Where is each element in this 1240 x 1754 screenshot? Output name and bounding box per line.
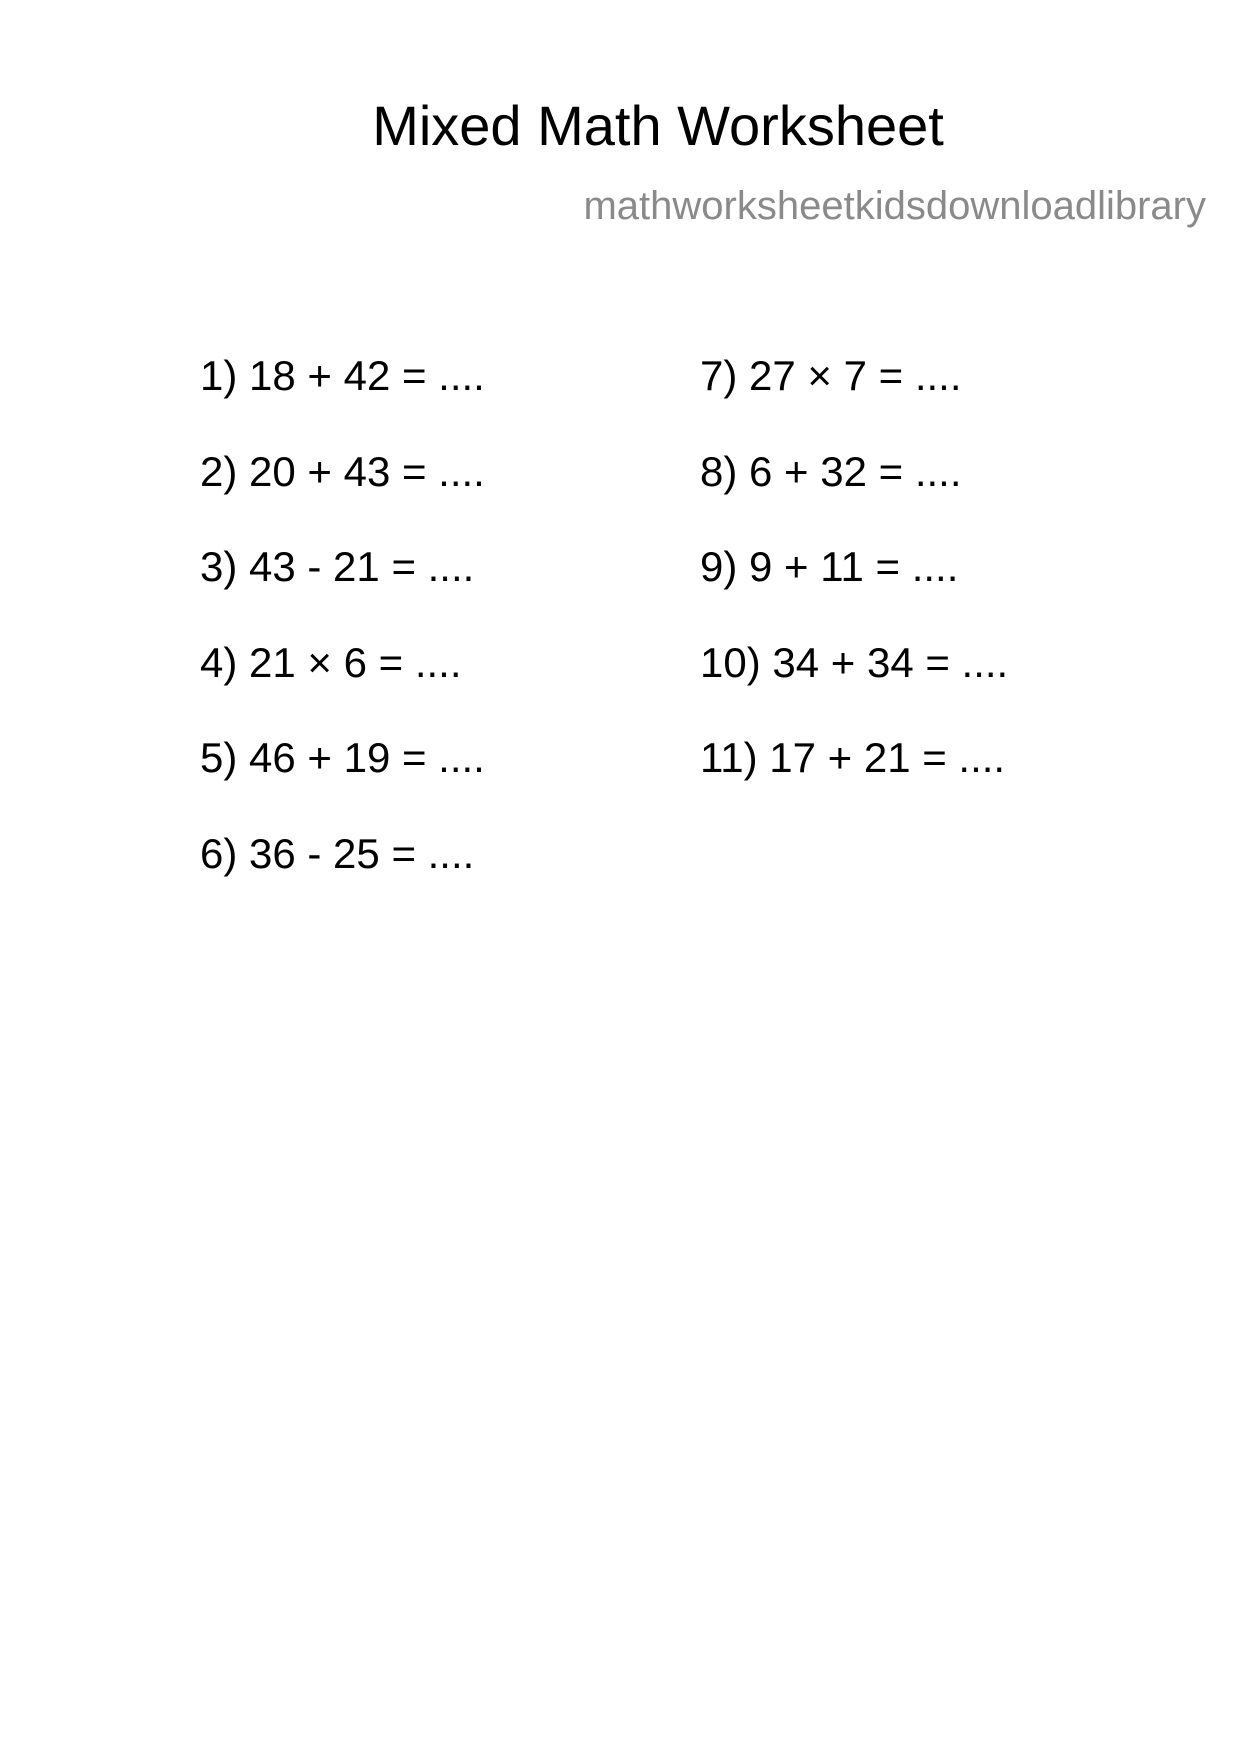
worksheet-title: Mixed Math Worksheet [372, 94, 944, 157]
source-label: mathworksheetkidsdownloadlibrary [583, 184, 1206, 228]
problem-column-right [700, 352, 1009, 833]
problem-item: 6) 36 - 25 = .... [200, 829, 475, 877]
problem-column-left [200, 352, 485, 928]
problem-item: 8) 6 + 32 = .... [700, 447, 962, 495]
problem-item: 5) 46 + 19 = .... [200, 734, 485, 781]
problem-item: 3) 43 - 21 = .... [200, 543, 475, 590]
problem-item: 4) 21 × 6 = .... [200, 638, 462, 686]
problem-item: 1) 18 + 42 = .... [200, 352, 485, 399]
problem-item: 7) 27 × 7 = .... [700, 352, 962, 399]
problem-item: 10) 34 + 34 = .... [700, 638, 1009, 686]
problem-item: 11) 17 + 21 = .... [700, 734, 1006, 781]
problem-item: 2) 20 + 43 = .... [200, 447, 485, 495]
problem-item: 9) 9 + 11 = .... [700, 543, 959, 590]
